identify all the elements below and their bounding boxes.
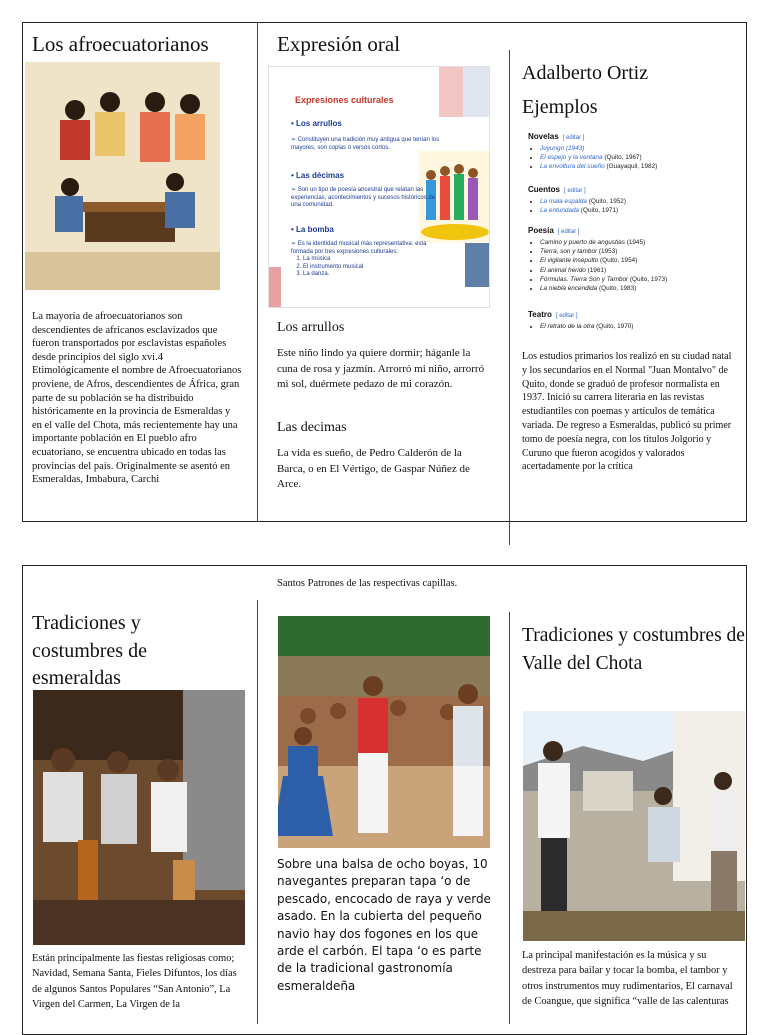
- slide-bomba-item: 1. La música: [303, 256, 441, 264]
- group-label: Teatro: [528, 310, 552, 319]
- festival-photo: [278, 616, 490, 848]
- work-title: Fórmulas. Tierra Son y Tambor: [540, 275, 629, 283]
- balsa-body: Sobre una balsa de ocho boyas, 10 navegantes preparan tapa ‘o de pescado, encocado de raya y verde asado. En la cubierta del pequeño navio hay dos fogones en los que arde el carbón. El tapa ‘o es parte de la tradicional gastronomía esmeraldeña: [277, 857, 491, 993]
- bottom-divider-2: [509, 612, 510, 1024]
- work-title[interactable]: La entundada: [540, 207, 580, 215]
- slide-text-arrullos: ➢ Constituyen una tradición muy antigua que tenían los mayores, son coplas o versos cortos.: [291, 137, 440, 151]
- slide-head-arrullos: • Los arrullos: [291, 119, 342, 128]
- work-year: (Quito, 1967): [604, 154, 642, 162]
- afro-title: Los afroecuatorianos: [32, 32, 209, 56]
- esmeraldas-body: Están principalmente las fiestas religiosas como; Navidad, Semana Santa, Fieles Difuntos, los días de algunos Santos Populares “San Antonio”, La Virgen del Carmen, La Virgen de la: [32, 953, 237, 1011]
- list-item: [540, 153, 657, 162]
- works-head-teatro: [528, 310, 578, 319]
- works-head-cuentos: [528, 185, 586, 194]
- list-item: [540, 256, 667, 265]
- slide-head-bomba: • La bomba: [291, 225, 334, 234]
- work-title: El retrato de la otra: [540, 323, 595, 330]
- chota-photo: [523, 711, 745, 941]
- edit-link[interactable]: [ editar ]: [557, 229, 580, 235]
- work-title[interactable]: La envoltura del sueño: [540, 163, 605, 171]
- work-title[interactable]: El espejo y la ventana: [540, 154, 603, 162]
- santos-caption: Santos Patrones de las respectivas capillas.: [277, 578, 458, 589]
- cuentos-list: [530, 197, 626, 215]
- work-title[interactable]: La mala espalda: [540, 198, 587, 205]
- edit-link[interactable]: [ editar ]: [555, 313, 578, 319]
- work-year: (1943): [565, 145, 585, 152]
- list-item: [540, 197, 626, 206]
- ortiz-body: Los estudios primarios los realizó en su ciudad natal y los secundarios en el Normal "Juan Montalvo" de Quito, donde se graduó de profesor normalista en 1937. Inició su carrera literaria en las revistas estudiantiles con poemas y artículos de temática variada. De regreso a Esmeraldas, publicó su primer tomo de poesía negra, con los títulos Jolgorio y Curuno que fueron acogidos y valorados acertadamente por la crítica: [522, 351, 732, 473]
- work-year: (1945): [626, 239, 646, 246]
- list-item: [540, 275, 667, 284]
- group-label: Poesía: [528, 226, 554, 235]
- work-year: (Quito, 1954): [600, 257, 638, 265]
- work-year: (Quito, 1973): [629, 275, 668, 283]
- slide-bomba-item: 2. El instrumento musical: [303, 264, 441, 272]
- slide-head-decimas: • Las décimas: [291, 171, 345, 180]
- work-title: El vigilante insepulto: [540, 257, 599, 265]
- list-item: [540, 266, 667, 275]
- chota-body: La principal manifestación es la música y su destreza para bailar y tocar la bomba, el tambor y otros instrumentos muy rudimentarios, El carnaval de Coangue, que significa “valle de las calenturas: [522, 950, 733, 1008]
- list-item: [540, 162, 657, 171]
- work-year: (1953): [598, 248, 618, 256]
- teatro-list: [530, 322, 633, 331]
- works-head-novelas: [528, 132, 584, 141]
- esmeraldas-title: Tradiciones y costumbres de esmeraldas: [32, 612, 147, 689]
- work-year: (Guayaquil, 1982): [606, 163, 658, 171]
- arrullos-subtitle: Los arrullos: [277, 320, 345, 335]
- group-label: Cuentos: [528, 185, 560, 194]
- ortiz-title: Adalberto Ortiz: [522, 62, 649, 84]
- decimas-subtitle: Las decimas: [277, 420, 347, 435]
- works-head-poesia: [528, 226, 579, 235]
- afro-painting: [25, 62, 220, 290]
- work-year: (Quito, 1983): [599, 285, 637, 293]
- work-year: (Quito, 1952): [588, 198, 626, 205]
- work-title[interactable]: Juyungo: [540, 145, 565, 152]
- work-year: (Quito, 1971): [580, 207, 619, 215]
- edit-link[interactable]: [ editar ]: [562, 135, 585, 141]
- work-title: El animal herido: [540, 266, 586, 274]
- slide-text-bomba: [291, 241, 441, 279]
- decimas-text: La vida es sueño, de Pedro Calderón de la Barca, o en El Vértigo, de Gaspar Núñez de Arce.: [277, 447, 470, 491]
- works-list: [522, 130, 747, 340]
- group-label: Novelas: [528, 132, 559, 141]
- slide-title: Expresiones culturales: [295, 95, 394, 105]
- list-item: [540, 206, 626, 215]
- work-title: La niebla encendida: [540, 285, 598, 293]
- novelas-list: [530, 144, 657, 172]
- list-item: [540, 322, 633, 331]
- list-item: [540, 238, 667, 247]
- slide-text-decimas: ➢ Son un tipo de poesía ancestral que relatan las experiencias, acontecimientos y sucesos históricos de una comunidad.: [291, 187, 436, 208]
- ejemplos-title: Ejemplos: [522, 96, 598, 118]
- work-title: Tierra, son y tambor: [540, 248, 598, 256]
- work-year: (1961): [587, 266, 607, 274]
- chota-title: Tradiciones y costumbres de Valle del Chota: [522, 625, 745, 674]
- work-title: Camino y puerto de angustias: [540, 239, 625, 246]
- musicians-photo: [33, 690, 245, 945]
- arrullos-text: Este niño lindo ya quiere dormir; háganle la cuna de rosa y jazmín. Arrorró mi niño, arrorró mi sol, duérmete pedazo de mi corazón.: [277, 347, 485, 391]
- top-divider-1: [257, 22, 258, 522]
- work-year: (Quito, 1970): [596, 323, 634, 330]
- slide-text-bomba-intro: ➢ Es la identidad musical más representativa: esta formada por tres expresiones culturales:: [291, 241, 427, 255]
- list-item: [540, 144, 657, 153]
- edit-link[interactable]: [ editar ]: [564, 188, 586, 194]
- bottom-divider-1: [257, 600, 258, 1024]
- top-divider-2: [509, 50, 510, 545]
- list-item: [540, 247, 667, 256]
- expresiones-slide: [268, 66, 490, 308]
- expresion-title: Expresión oral: [277, 32, 401, 56]
- slide-bomba-item: 3. La danza.: [303, 271, 441, 279]
- afro-body: La mayoría de afroecuatorianos son descendientes de africanos esclavizados que fueron transportados por esclavistas españoles desde principios del siglo xvi.4 Etimológicamente el nombre de Afroecuatorianos proviene, de Afros, descendientes de África, gran parte de su población se ha distribuido históricamente en la provincia de Esmeraldas y en el valle del Chota, más recientemente hay una importante población en El pueblo afro ecuatoriano, se encuentra ubicado en todas las provincias del país. Originalmente se asentó en Esmeraldas, Imbabura, Carchi: [32, 311, 242, 486]
- list-item: [540, 284, 667, 293]
- slide-bomba-list: [291, 256, 441, 279]
- poesia-list: [530, 238, 667, 293]
